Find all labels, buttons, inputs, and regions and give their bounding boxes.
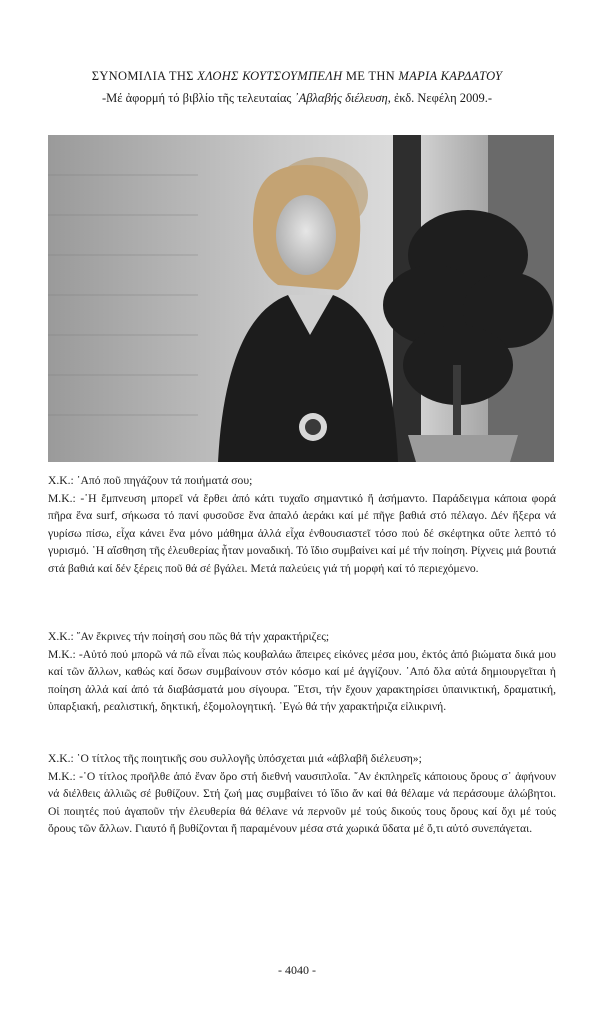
interviewee-name: ΜΑΡΙΑ ΚΑΡΔΑΤΟΥ [398,69,503,83]
answer-text: Μ.Κ.: -῾Ο τίτλος προῆλθε ἀπό ἕναν ὅρο στή διεθνή ναυσιπλοΐα. ῎Αν ἐκπληρεῖς κάποιους ὅρους σ᾿ ἀφήνουν νά διέλθεις ἀλλιῶς σέ βυθίζουν. Στή ζωή μας συμβαίνει τό ἴδιο ἄν καί θά θέλαμε νά περάσουμε ἀλώβητοι. Οἱ ποιητές πού ἀγαποῦν τήν ἐλευθερία θά θέλανε νά περνοῦν μέ τούς δικούς τους ὅρους καί ὄχι μέ τούς ὅρους τῶν ἄλλων. Γιαυτό ἤ βυθίζονται ἤ παραμένουν μέσα στά χωρικά ὕδατα μέ ὅ,τι αὐτό συνεπάγεται. [48,769,556,836]
subtitle-prefix: -Μέ ἀφορμή τό βιβλίο τῆς τελευταίας [101,91,295,105]
book-title: ᾿Αβλαβής διέλευση [294,91,388,105]
question-text: Χ.Κ.: ῎Αν ἔκρινες τήν ποίησή σου πῶς θά τήν χαρακτήριζες; [48,630,330,643]
page-number: - 4040 - [278,963,316,977]
subtitle-suffix: , ἐκδ. Νεφέλη 2009.- [387,91,493,105]
answer-text: Μ.Κ.: -Αὐτό πού μπορῶ νά πῶ εἶναι πώς κουβαλάω ἄπειρες εἰκόνες μέσα μου, ἐκτός ἀπό βιώματα δικά μου καί τῶν ἄλλων, καθώς καί ὅσων συμβαίνουν στόν κόσμο καί μέ ἀγγίζουν. ᾿Από ὅλα αὐτά δημιουργεῖται ἡ ποίηση ἀλλά καί ἀπό τά διαβάσματά μου σίγουρα. ῎Ετσι, τήν ἔχουν χαρακτηρίσει ὑπαινικτική, δραματική, ὑπαρξιακή, ρεαλιστική, δηκτική, ἐξομολογητική. ᾿Εγώ θά τήν χαρακτήριζα εἰλικρινή. [48,647,556,714]
answer-text: Μ.Κ.: -῾Η ἔμπνευση μπορεῖ νά ἔρθει ἀπό κάτι τυχαῖο σημαντικό ἤ ἀσήμαντο. Παράδειγμα κάποια φορά πῆρα ἕνα surf, σήκωσα τό πανί φυσοῦσε ἕνα ἁπαλό ἀεράκι καί μέ πῆγε βαθιά στό πέλαγο. Δέν ἤξερα νά γυρίσω πίσω, εἶχα κάνει ἕνα μόνο μάθημα ἀλλά εἶχα ἐνθουσιαστεῖ τόσο πού δέ σκέφτηκα οὔτε λεπτό τό γυρισμό. ῾Η αἴσθηση τῆς ἐλευθερίας ἦταν μοναδική. Τό ἴδιο συμβαίνει καί μέ τήν ποίηση. Ρίχνεις μιά βουτιά στά βαθιά καί δέν ξέρεις ποῦ θά σέ βγάλει. Μετά παλεύεις γιά τή μορφή καί τό περιεχόμενο. [48,491,556,575]
article-subtitle [0,91,594,106]
title-connector: ΜΕ ΤΗΝ [342,69,399,83]
interview-question-2 [48,628,556,716]
question-text: Χ.Κ.: ᾿Από ποῦ πηγάζουν τά ποιήματά σου; [48,474,253,487]
article-title [0,69,594,84]
title-prefix: ΣΥΝΟΜΙΛΙΑ ΤΗΣ [91,69,198,83]
interview-question-1 [48,472,556,578]
question-text: Χ.Κ.: ῾Ο τίτλος τῆς ποιητικῆς σου συλλογῆς ὑπόσχεται μιά «ἀβλαβῆ διέλευση»; [48,752,422,765]
interview-question-3 [48,750,556,838]
interviewer-name: ΧΛΟΗΣ ΚΟΥΤΣΟΥΜΠΕΛΗ [197,69,343,83]
portrait-photo [48,135,554,462]
